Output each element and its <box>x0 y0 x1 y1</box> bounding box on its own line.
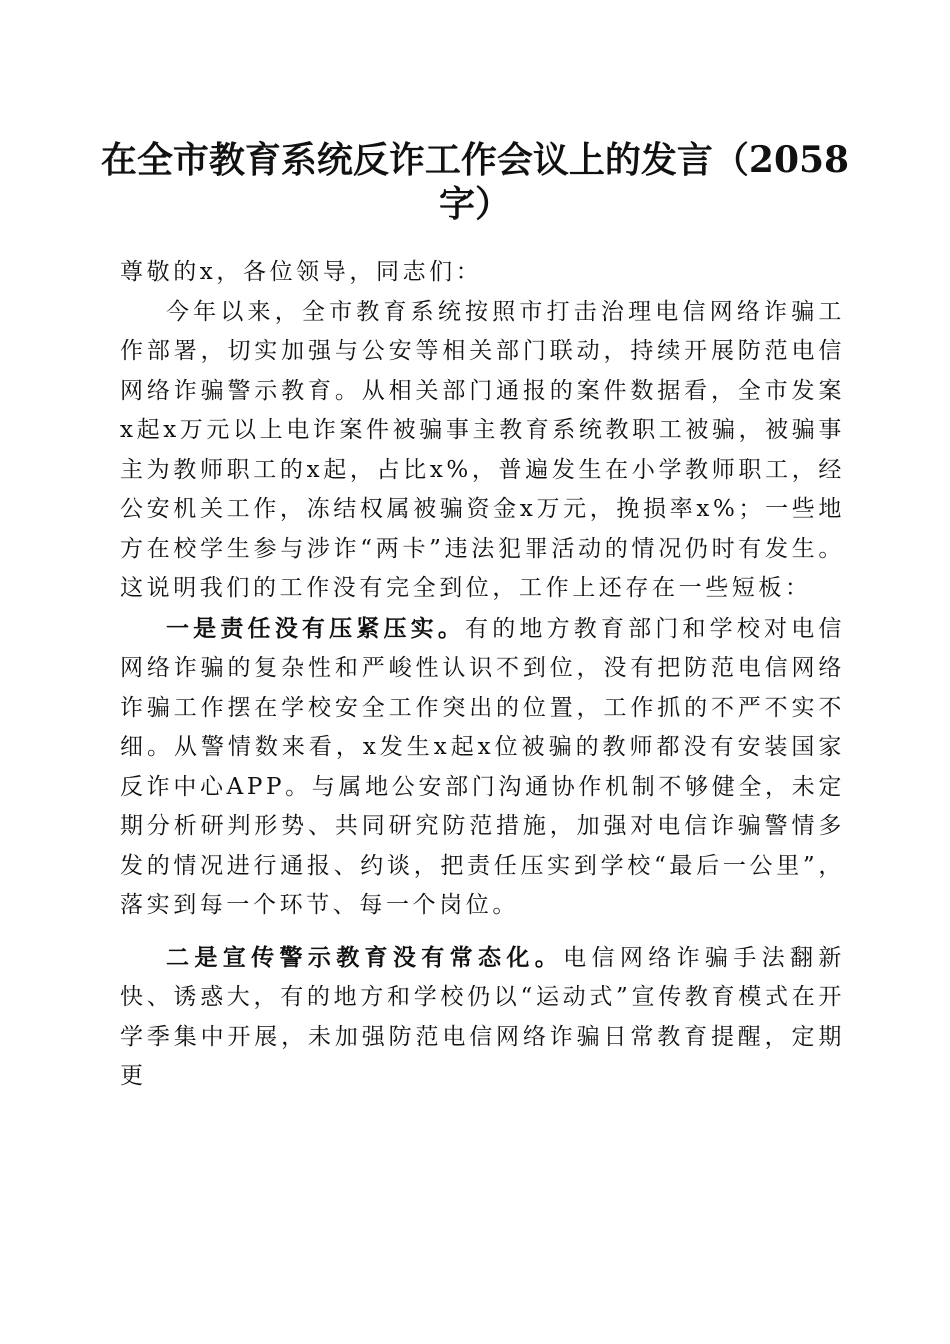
paragraph-lead: 一是责任没有压紧压实。 <box>166 614 466 642</box>
document-title: 在全市教育系统反诈工作会议上的发言（2058字） <box>100 139 850 225</box>
paragraph-text: 有的地方教育部门和学校对电信网络诈骗的复杂性和严峻性认识不到位，没有把防范电信网络诈骗工作摆在学校安全工作突出的位置，工作抓的不严不实不细。从警情数来看，x发生x起x位被骗的教师都没有安装国家反诈中心APP。与属地公安部门沟通协作机制不够健全，未定期分析研判形势、共同研究防范措施，加强对电信诈骗警情多发的情况进行通报、约谈，把责任压实到学校“最后一公里”，落实到每一个环节、每一个岗位。 <box>120 615 845 918</box>
paragraph-point-one <box>120 609 845 926</box>
paragraph-intro <box>120 293 845 609</box>
paragraph-lead: 二是宣传警示教育没有常态化。 <box>166 943 564 971</box>
salutation: 尊敬的x，各位领导，同志们： <box>120 259 483 285</box>
document-body <box>120 253 845 1097</box>
paragraph-point-two <box>120 938 845 1097</box>
paragraph-text: 今年以来，全市教育系统按照市打击治理电信网络诈骗工作部署，切实加强与公安等相关部门联动，持续开展防范电信网络诈骗警示教育。从相关部门通报的案件数据看，全市发案x起x万元以上电诈案件被骗事主教育系统教职工被骗，被骗事主为教师职工的x起，占比x%，普遍发生在小学教师职工，经公安机关工作，冻结权属被骗资金x万元，挽损率x%；一些地方在校学生参与涉诈“两卡”违法犯罪活动的情况仍时有发生。这说明我们的工作没有完全到位，工作上还存在一些短板： <box>120 298 845 601</box>
paragraph-text: 电信网络诈骗手法翻新快、诱惑大，有的地方和学校仍以“运动式”宣传教育模式在开学季集中开展，未加强防范电信网络诈骗日常教育提醒，定期更 <box>120 944 845 1089</box>
